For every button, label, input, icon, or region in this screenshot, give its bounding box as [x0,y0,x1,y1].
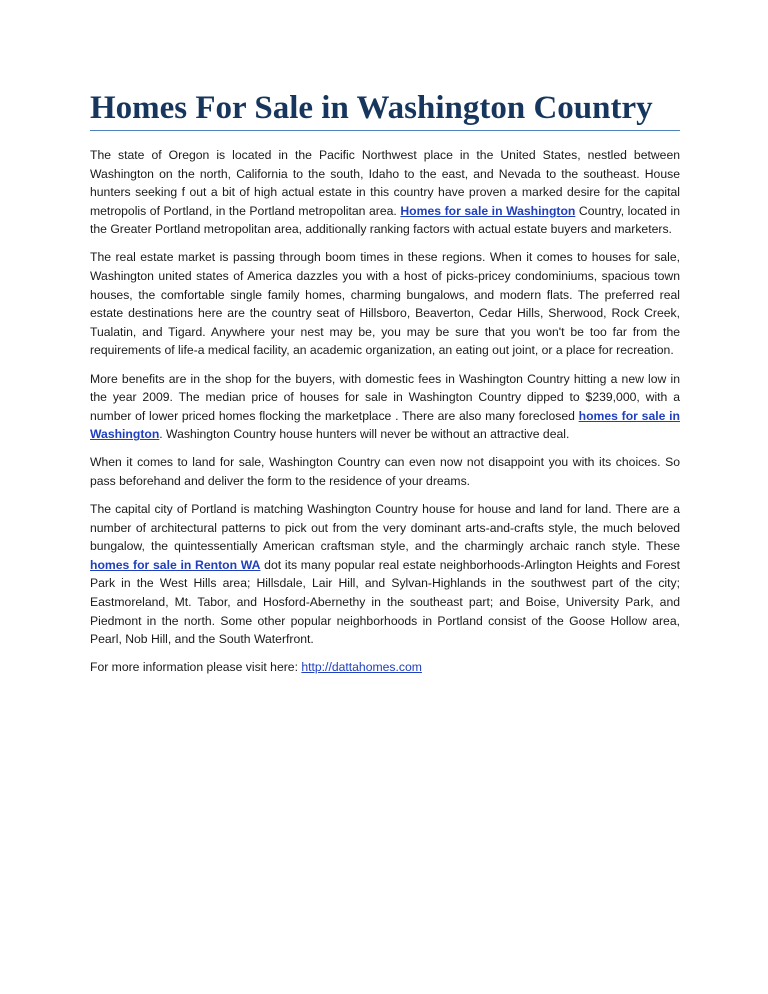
paragraph-benefits-text: More benefits are in the shop for the buyers, with domestic fees in Washington Country hitting a new low in the year 2009. The median price of houses for sale in Washington Country dipped to $239,000, with a number of lower priced homes flocking the marketplace . There are also many foreclosed [90,371,680,423]
paragraph-land: When it comes to land for sale, Washington Country can even now not disappoint you with its choices. So pass beforehand and deliver the form to the residence of your dreams. [90,455,680,488]
document-page [90,88,680,686]
homes-for-sale-renton-link[interactable]: homes for sale in Renton WA [90,557,261,572]
page-title: Homes For Sale in Washington Country [90,88,680,131]
paragraph-market: The real estate market is passing through boom times in these regions. When it comes to houses for sale, Washington united states of America dazzles you with a host of picks-pricey condominiums, spacious town houses, the comfortable single family homes, charming bungalows, and modern flats. The preferred real estate destinations here are the country seat of Hillsboro, Beaverton, Cedar Hills, Sherwood, Rock Creek, Tualatin, and Tigard. Anywhere your nest may be, you may be sure that you won't be too far from the requirements of life-a medical facility, an academic organization, an eating out joint, or a place for recreation. [90,250,680,358]
foreclosed-homes-link[interactable]: homes for sale in Washington [90,408,680,442]
paragraph-benefits [90,370,680,444]
document-body [90,146,680,677]
paragraph-portland-text: The capital city of Portland is matching Washington Country house for house and land for land. There are a number of architectural patterns to pick out from the very dominant arts-and-crafts style, the much beloved bungalow, the quintessentially American craftsman style, and the charmingly archaic ranch style. These [90,502,680,554]
paragraph-intro-text-end: Country, located in the Greater Portland metropolitan area, additionally ranking factors with actual estate buyers and marketers. [90,203,680,237]
paragraph-intro [90,146,680,239]
paragraph-more-info [90,658,680,677]
paragraph-benefits-text-end: . Washington Country house hunters will never be without an attractive deal. [159,427,570,442]
more-info-text: For more information please visit here: [90,660,302,675]
dattahomes-link[interactable]: http://dattahomes.com [301,660,422,675]
paragraph-intro-text: The state of Oregon is located in the Pacific Northwest place in the United States, nestled between Washington on the north, California to the south, Idaho to the east, and Nevada to the southeast. House hunters seeking f out a bit of high actual estate in this country have proven a marked desire for the capital metropolis of Portland, in the Portland metropolitan area. [90,148,680,218]
paragraph-portland-text-end: dot its many popular real estate neighborhoods-Arlington Heights and Forest Park in the West Hills area; Hillsdale, Lair Hill, and Sylvan-Highlands in the southwest part of the city; Eastmoreland, Mt. Tabor, and Hosford-Abernethy in the southeast part; and Boise, University Park, and Piedmont in the north. Some other popular neighborhoods in Portland consist of the Goose Hollow area, Pearl, Nob Hill, and the South Waterfront. [90,557,680,647]
paragraph-portland [90,500,680,649]
homes-for-sale-washington-link[interactable]: Homes for sale in Washington [400,203,576,218]
